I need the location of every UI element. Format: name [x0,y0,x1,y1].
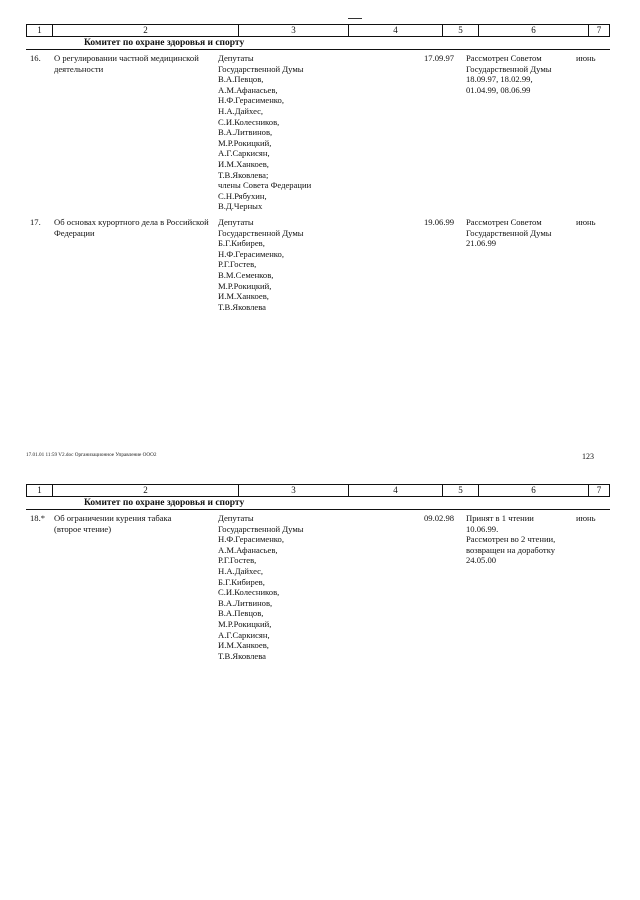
column-header-2: 2 [53,25,239,36]
committee-heading: Комитет по охране здоровья и спорту [26,37,610,50]
row-number: 17. [30,217,41,227]
review-term: июнь [576,513,596,523]
column-header-6: 6 [479,25,589,36]
bill-authors: Депутаты Государственной Думы В.А.Певцов, А.М.Афанасьев, Н.Ф.Герасименко, Н.А.Дайхес, С.И.Колесников, В.А.Литвинов, М.Р.Рокицкий, А.Г.Саркисян, И.М.Ханкоев, Т.В.Яковлева; члены Совета Федерации С.Н.Рябухин, В.Д.Черных [218,53,312,212]
submission-date: 17.09.97 [424,53,455,63]
page-number: 123 [582,452,594,461]
column-header-1: 1 [27,485,53,496]
bill-status: Рассмотрен Советом Государственной Думы 18.09.97, 18.02.99, 01.04.99, 08.06.99 [466,53,552,95]
column-header-5: 5 [443,25,479,36]
bill-authors: Депутаты Государственной Думы Б.Г.Кибирев, Н.Ф.Герасименко, Р.Г.Гостев, В.М.Семенков, М.Р.Рокицкий, И.М.Ханкоев, Т.В.Яковлева [218,217,304,312]
bill-title: О регулировании частной медицинской деятельности [54,53,199,74]
column-header-2: 2 [53,485,239,496]
page-footer-filename: 17.01.01 11:59 V2.doc Организационное Управление ООО2 [26,452,157,458]
column-header-3: 3 [239,25,349,36]
column-header-6: 6 [479,485,589,496]
column-header-4: 4 [349,25,443,36]
row-number: 18.* [30,513,46,523]
column-header-3: 3 [239,485,349,496]
review-term: июнь [576,217,596,227]
review-term: июнь [576,53,596,63]
submission-date: 19.06.99 [424,217,455,227]
column-header-row [26,24,610,37]
row-number: 16. [30,53,41,63]
bill-title: Об ограничении курения табака (второе чтение) [54,513,172,534]
column-header-5: 5 [443,485,479,496]
column-header-7: 7 [596,25,602,35]
bill-title: Об основах курортного дела в Российской Федерации [54,217,209,238]
column-header-4: 4 [349,485,443,496]
bill-status: Принят в 1 чтении 10.06.99. Рассмотрен во 2 чтении, возвращен на доработку 24.05.00 [466,513,556,566]
column-header-1: 1 [27,25,53,36]
column-header-row [26,484,610,497]
submission-date: 09.02.98 [424,513,455,523]
column-header-7: 7 [596,485,602,495]
bill-authors: Депутаты Государственной Думы Н.Ф.Герасименко, А.М.Афанасьев, Р.Г.Гостев, Н.А.Дайхес, Б.Г.Кибирев, С.И.Колесников, В.А.Литвинов, В.А.Певцов, М.Р.Рокицкий, А.Г.Саркисян, И.М.Ханкоев, Т.В.Яковлева [218,513,304,661]
committee-heading: Комитет по охране здоровья и спорту [26,497,610,510]
scan-mark [348,18,362,19]
bill-status: Рассмотрен Советом Государственной Думы 21.06.99 [466,217,552,249]
